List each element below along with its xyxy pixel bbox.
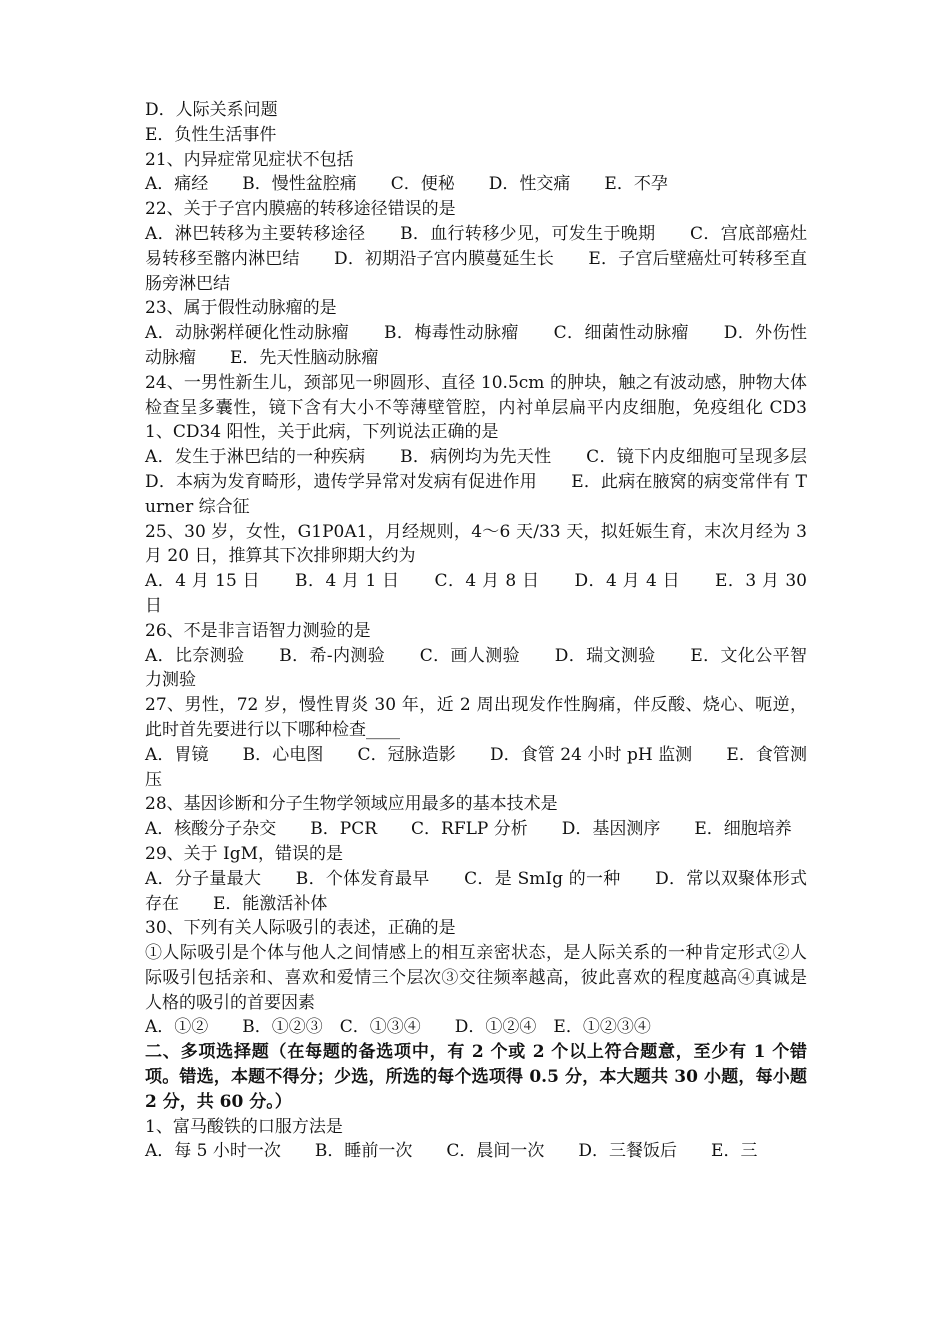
question-22-options: A．淋巴转移为主要转移途径 B．血行转移少见，可发生于晚期 C．宫底部癌灶易转移至髂内淋巴结 D．初期沿子宫内膜蔓延生长 E．子宫后壁癌灶可转移至直肠旁淋巴结: [145, 223, 807, 294]
question-26: 26、不是非言语智力测验的是: [145, 620, 371, 641]
question-25-options: A．4 月 15 日 B．4 月 1 日 C．4 月 8 日 D．4 月 4 日 E．3 月 30 日: [145, 571, 807, 616]
question-21-options: A．痛经 B．慢性盆腔痛 C．便秘 D．性交痛 E．不孕: [145, 174, 668, 195]
question-24-options: A．发生于淋巴结的一种疾病 B．病例均为先天性 C．镜下内皮细胞可呈现多层 D．本病为发育畸形，遗传学异常对发病有促进作用 E．此病在腋窝的病变常伴有 Turner 综合征: [145, 447, 841, 517]
question-30: 30、下列有关人际吸引的表述，正确的是: [145, 918, 456, 939]
question-26-options: A．比奈测验 B．希-内测验 C．画人测验 D．瑞文测验 E．文化公平智力测验: [145, 645, 807, 691]
question-28-options: A．核酸分子杂交 B．PCR C．RFLP 分析 D．基因测序 E．细胞培养: [145, 819, 792, 840]
question-21: 21、内异症常见症状不包括: [145, 149, 354, 170]
question-24: 24、一男性新生儿，颈部见一卵圆形、直径 10.5cm 的肿块，触之有波动感，肿物大体检查呈多囊性，镜下含有大小不等薄壁管腔，内衬单层扁平内皮细胞，免疫组化 CD31、CD34 阳性，关于此病，下列说法正确的是: [145, 372, 807, 443]
question-23-options: A．动脉粥样硬化性动脉瘤 B．梅毒性动脉瘤 C．细菌性动脉瘤 D．外伤性动脉瘤 E．先天性脑动脉瘤: [145, 323, 807, 368]
section-heading-multiple-choice: 二、多项选择题（在每题的备选项中，有 2 个或 2 个以上符合题意，至少有 1 个错项。错选，本题不得分；少选，所选的每个选项得 0.5 分，本大题共 30 小题，每小题 2 分，共 60 分。）: [145, 1042, 807, 1112]
question-29: 29、关于 IgM，错误的是: [145, 843, 344, 864]
multi-question-1: 1、富马酸铁的口服方法是: [145, 1116, 343, 1137]
question-30-statements: ①人际吸引是个体与他人之间情感上的相互亲密状态，是人际关系的一种肯定形式②人际吸引包括亲和、喜欢和爱情三个层次③交往频率越高，彼此喜欢的程度越高④真诚是人格的吸引的首要因素: [145, 943, 807, 1013]
question-23: 23、属于假性动脉瘤的是: [145, 298, 337, 319]
document-page: [145, 98, 841, 1164]
option-line-d: D．人际关系问题: [145, 100, 278, 120]
question-27: 27、男性，72 岁，慢性胃炎 30 年，近 2 周出现发作性胸痛，伴反酸、烧心、呃逆，此时首先要进行以下哪种检查____: [145, 695, 807, 740]
multi-question-1-options: A．每 5 小时一次 B．睡前一次 C．晨间一次 D．三餐饭后 E．三: [145, 1141, 758, 1162]
question-30-options: A．①② B．①②③ C．①③④ D．①②④ E．①②③④: [145, 1017, 651, 1038]
question-29-options: A．分子量最大 B．个体发育最早 C．是 SmIg 的一种 D．常以双聚体形式存在 E．能激活补体: [145, 868, 807, 914]
question-25: 25、30 岁，女性，G1P0A1，月经规则，4～6 天/33 天，拟妊娠生育，末次月经为 3 月 20 日，推算其下次排卵期大约为: [145, 521, 807, 567]
question-28: 28、基因诊断和分子生物学领域应用最多的基本技术是: [145, 794, 558, 815]
question-27-options: A．胃镜 B．心电图 C．冠脉造影 D．食管 24 小时 pH 监测 E．食管测压: [145, 744, 807, 790]
option-line-e: E．负性生活事件: [145, 124, 277, 145]
question-22: 22、关于子宫内膜癌的转移途径错误的是: [145, 199, 456, 220]
